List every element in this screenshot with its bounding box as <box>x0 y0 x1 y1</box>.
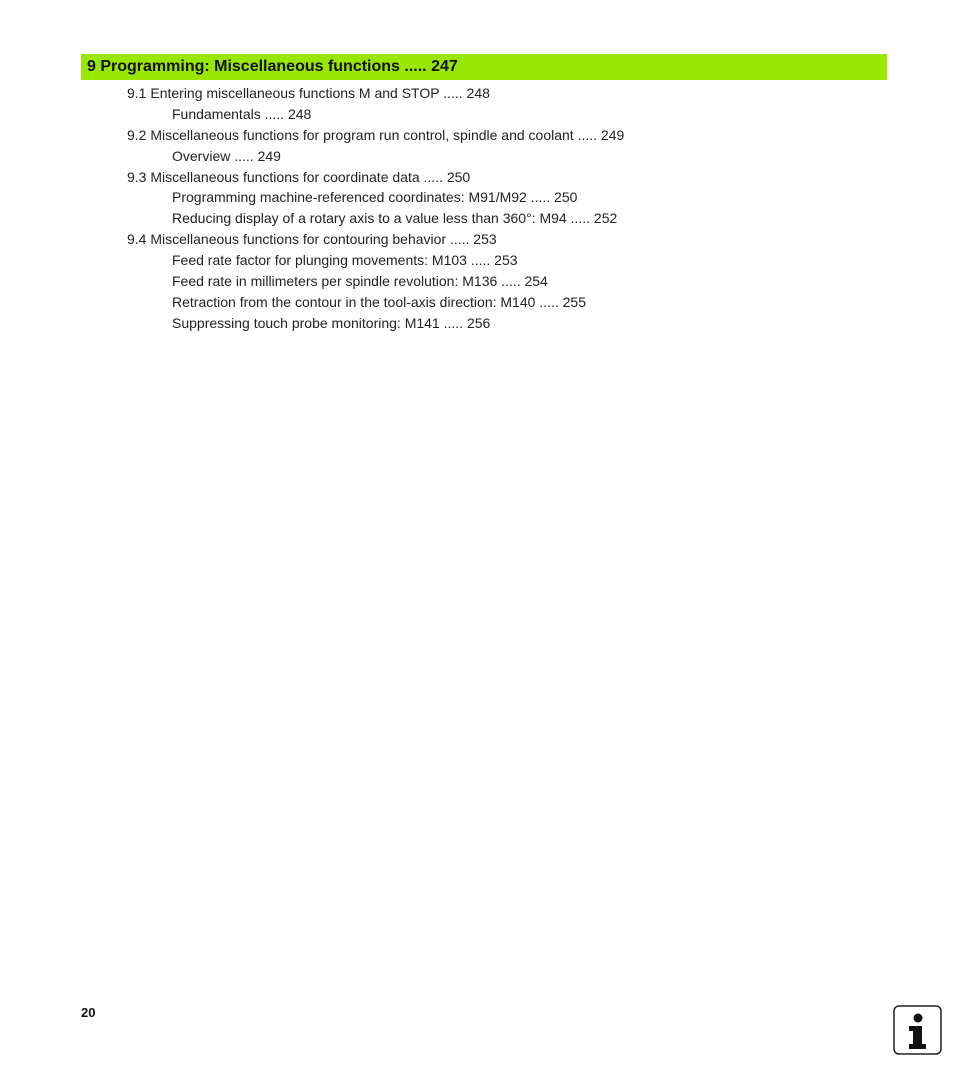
toc-entry-9-1[interactable]: 9.1 Entering miscellaneous functions M and STOP ..... 248 <box>127 85 490 101</box>
chapter-heading[interactable]: 9 Programming: Miscellaneous functions ..... 247 <box>81 54 887 80</box>
toc-entry-fundamentals[interactable]: Fundamentals ..... 248 <box>172 105 312 122</box>
page-number: 20 <box>81 1005 96 1020</box>
toc-entry-m103[interactable]: Feed rate factor for plunging movements: M103 ..... 253 <box>172 252 518 269</box>
info-icon <box>893 1005 942 1055</box>
toc-entry-m91-m92[interactable]: Programming machine-referenced coordinates: M91/M92 ..... 250 <box>172 189 578 206</box>
toc-entry-m136[interactable]: Feed rate in millimeters per spindle revolution: M136 ..... 254 <box>172 273 548 290</box>
toc-entry-9-2[interactable]: 9.2 Miscellaneous functions for program run control, spindle and coolant ..... 249 <box>127 126 625 143</box>
toc-entry-9-4[interactable]: 9.4 Miscellaneous functions for contouring behavior ..... 253 <box>127 231 497 248</box>
toc-entry-m140[interactable]: Retraction from the contour in the tool-axis direction: M140 ..... 255 <box>172 293 586 310</box>
toc-entry-m94[interactable]: Reducing display of a rotary axis to a value less than 360°: M94 ..... 252 <box>172 210 618 227</box>
toc-entry-overview[interactable]: Overview ..... 249 <box>172 147 281 164</box>
toc-entry-m141[interactable]: Suppressing touch probe monitoring: M141 ..... 256 <box>172 314 491 331</box>
toc-entry-9-3[interactable]: 9.3 Miscellaneous functions for coordinate data ..... 250 <box>127 168 471 185</box>
table-of-contents <box>0 83 954 334</box>
